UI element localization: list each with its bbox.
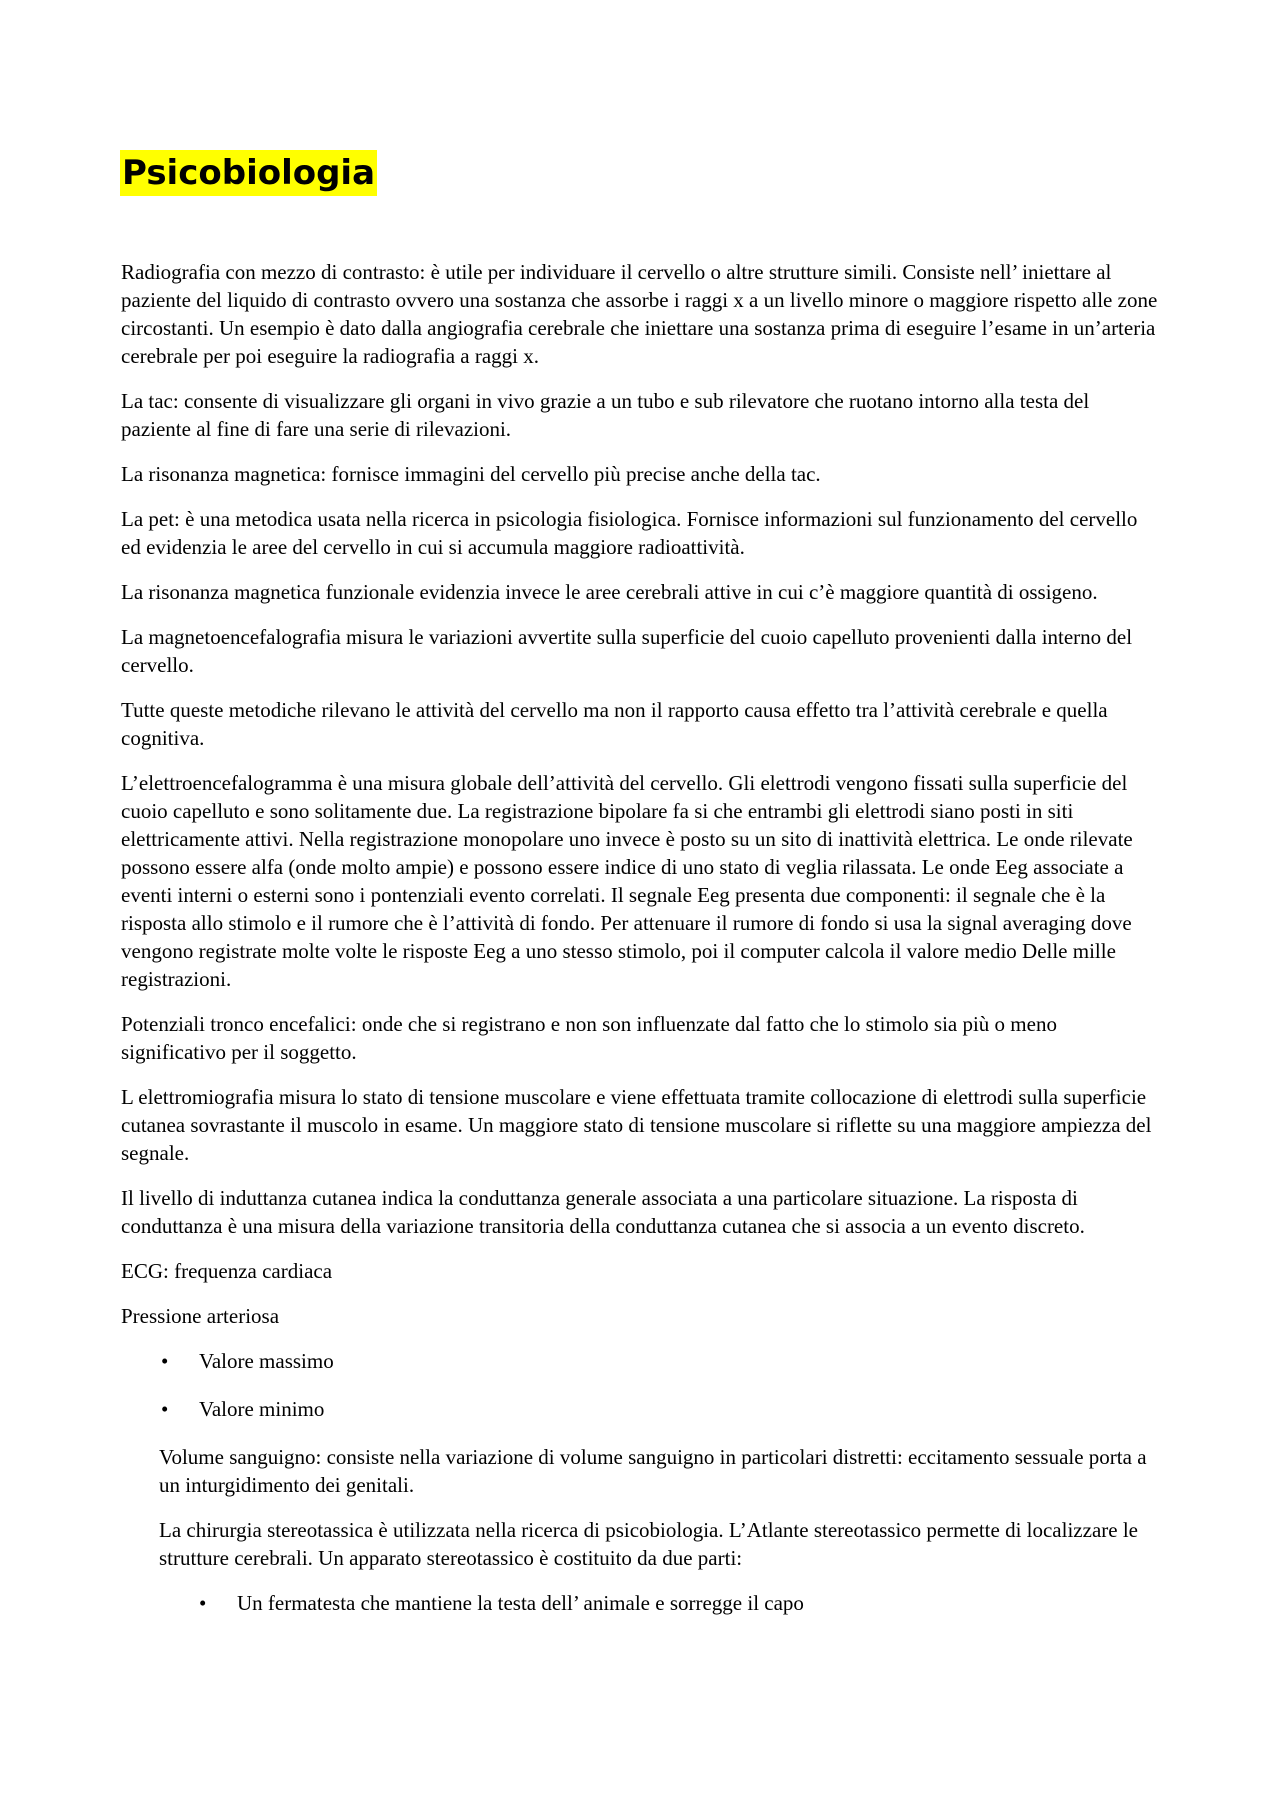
paragraph-volume: Volume sanguigno: consiste nella variazione di volume sanguigno in particolari distretti: eccitamento sessuale porta a un inturgidimento dei genitali.: [159, 1445, 1147, 1497]
paragraph-induttanza: Il livello di induttanza cutanea indica la conduttanza generale associata a una particolare situazione. La risposta di conduttanza è una misura della variazione transitoria della conduttanza cutanea che si associa a un evento discreto.: [121, 1186, 1085, 1238]
page-title: Psicobiologia: [120, 150, 377, 196]
bullet-icon: •: [161, 1397, 169, 1421]
paragraph-elettroencefalogramma: L’elettroencefalogramma è una misura globale dell’attività del cervello. Gli elettrodi vengono fissati sulla superficie del cuoio capelluto e sono solitamente due. La registrazione bipolare fa si che entrambi gli elettrodi siano posti in siti elettricamente attivi. Nella registrazione monopolare uno invece è posto su un sito di inattività elettrica. Le onde rilevate possono essere alfa (onde molto ampie) e possono essere indice di uno stato di veglia rilassata. Le onde Eeg associate a eventi interni o esterni sono i pontenziali evento correlati. Il segnale Eeg presenta due componenti: il segnale che è la risposta allo stimolo e il rumore che è l’attività di fondo. Per attenuare il rumore di fondo si usa la signal averaging dove vengono registrate molte volte le risposte Eeg a uno stesso stimolo, poi il computer calcola il valore medio Delle mille registrazioni.: [121, 771, 1133, 991]
bullet-icon: •: [161, 1349, 169, 1373]
list-item: [121, 1589, 1161, 1617]
list-item-text: Valore minimo: [199, 1397, 325, 1421]
bullet-icon: •: [199, 1591, 207, 1615]
list-item-text: Valore massimo: [199, 1349, 334, 1373]
paragraph-ecg: ECG: frequenza cardiaca: [121, 1259, 333, 1283]
paragraph-radiografia: Radiografia con mezzo di contrasto: è utile per individuare il cervello o altre strutture simili. Consiste nell’ iniettare al paziente del liquido di contrasto ovvero una sostanza che assorbe i raggi x a un livello minore o maggiore rispetto alle zone circostanti. Un esempio è dato dalla angiografia cerebrale che iniettare una sostanza prima di eseguire l’esame in un’arteria cerebrale per poi eseguire la radiografia a raggi x.: [121, 260, 1158, 368]
document-body: [121, 258, 1161, 1637]
list-item: [121, 1347, 1161, 1375]
list-item: [121, 1395, 1161, 1423]
paragraph-metodiche: Tutte queste metodiche rilevano le attività del cervello ma non il rapporto causa effetto tra l’attività cerebrale e quella cognitiva.: [121, 698, 1108, 750]
paragraph-tac: La tac: consente di visualizzare gli organi in vivo grazie a un tubo e sub rilevatore che ruotano intorno alla testa del paziente al fine di fare una serie di rilevazioni.: [121, 389, 1090, 441]
bullet-list-pressione: [121, 1347, 1161, 1423]
paragraph-chirurgia: La chirurgia stereotassica è utilizzata nella ricerca di psicobiologia. L’Atlante stereotassico permette di localizzare le strutture cerebrali. Un apparato stereotassico è costituito da due parti:: [159, 1518, 1138, 1570]
paragraph-magnetoencefalografia: La magnetoencefalografia misura le variazioni avvertite sulla superficie del cuoio capelluto provenienti dalla interno del cervello.: [121, 625, 1133, 677]
paragraph-potenziali: Potenziali tronco encefalici: onde che si registrano e non son influenzate dal fatto che lo stimolo sia più o meno significativo per il soggetto.: [121, 1012, 1057, 1064]
paragraph-risonanza-funzionale: La risonanza magnetica funzionale evidenzia invece le aree cerebrali attive in cui c’è maggiore quantità di ossigeno.: [121, 580, 1098, 604]
paragraph-risonanza: La risonanza magnetica: fornisce immagini del cervello più precise anche della tac.: [121, 462, 821, 486]
paragraph-elettromiografia: L elettromiografia misura lo stato di tensione muscolare e viene effettuata tramite collocazione di elettrodi sulla superficie cutanea sovrastante il muscolo in esame. Un maggiore stato di tensione muscolare si riflette su una maggiore ampiezza del segnale.: [121, 1085, 1152, 1165]
list-item-text: Un fermatesta che mantiene la testa dell’ animale e sorregge il capo: [237, 1591, 804, 1615]
paragraph-pet: La pet: è una metodica usata nella ricerca in psicologia fisiologica. Fornisce informazioni sul funzionamento del cervello ed evidenzia le aree del cervello in cui si accumula maggiore radioattività.: [121, 507, 1138, 559]
paragraph-pressione: Pressione arteriosa: [121, 1304, 280, 1328]
bullet-list-apparato: [121, 1589, 1161, 1617]
